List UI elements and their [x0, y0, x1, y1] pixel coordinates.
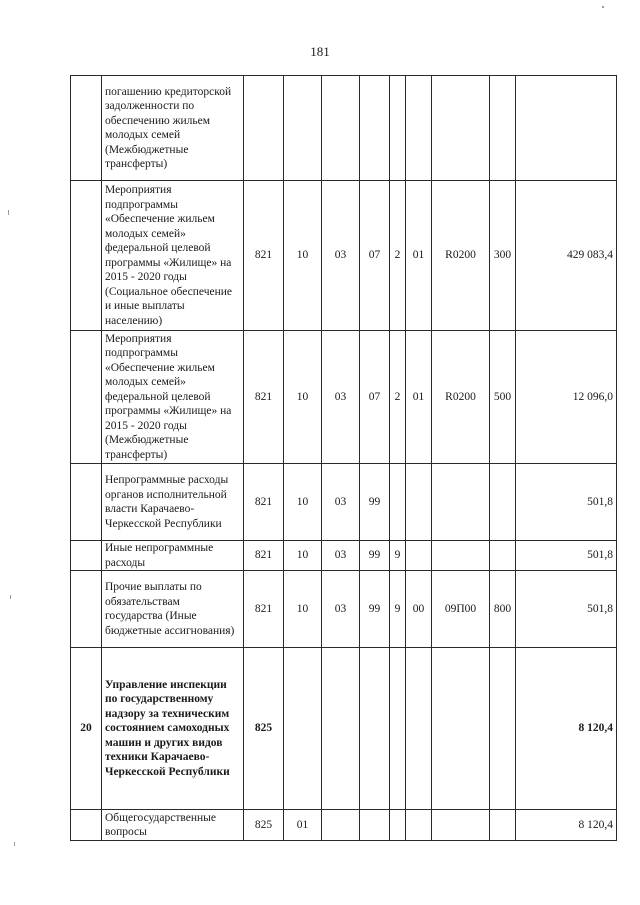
- scan-speck: [14, 842, 15, 846]
- subprogram-code-cell: [390, 648, 406, 810]
- subsection-code-cell: [322, 76, 360, 181]
- row-number-cell: [71, 810, 102, 841]
- table-row: [71, 810, 617, 841]
- table-row: [71, 76, 617, 181]
- table-row: [71, 571, 617, 648]
- program-code-cell: [360, 810, 390, 841]
- ministry-code-cell: 821: [244, 571, 284, 648]
- row-number-cell: [71, 541, 102, 571]
- row-number-cell: [71, 464, 102, 541]
- ministry-code-cell: 825: [244, 810, 284, 841]
- budget-table: [70, 75, 617, 841]
- program-code-cell: 99: [360, 571, 390, 648]
- expense-name-cell: Общегосударственные вопросы: [102, 810, 244, 841]
- subprogram-code-cell: 2: [390, 331, 406, 464]
- ministry-code-cell: 825: [244, 648, 284, 810]
- section-code-cell: [284, 76, 322, 181]
- program-code-cell: [360, 648, 390, 810]
- subsection-code-cell: 03: [322, 181, 360, 331]
- program-code-cell: [360, 76, 390, 181]
- direction-code-cell: [432, 648, 490, 810]
- expense-name-cell: Иные непрограммные расходы: [102, 541, 244, 571]
- event-code-cell: [406, 76, 432, 181]
- program-code-cell: 07: [360, 181, 390, 331]
- ministry-code-cell: 821: [244, 181, 284, 331]
- event-code-cell: 01: [406, 331, 432, 464]
- event-code-cell: [406, 648, 432, 810]
- expense-type-code-cell: [490, 541, 516, 571]
- program-code-cell: 99: [360, 541, 390, 571]
- direction-code-cell: [432, 541, 490, 571]
- amount-cell: 501,8: [516, 464, 617, 541]
- ministry-code-cell: [244, 76, 284, 181]
- page-number: 181: [310, 44, 330, 59]
- subprogram-code-cell: 9: [390, 541, 406, 571]
- subsection-code-cell: [322, 648, 360, 810]
- event-code-cell: 00: [406, 571, 432, 648]
- row-number-cell: [71, 331, 102, 464]
- section-code-cell: 01: [284, 810, 322, 841]
- table-row: [71, 648, 617, 810]
- direction-code-cell: R0200: [432, 331, 490, 464]
- expense-type-code-cell: 300: [490, 181, 516, 331]
- table-row: [71, 541, 617, 571]
- table-row: [71, 331, 617, 464]
- direction-code-cell: [432, 464, 490, 541]
- section-code-cell: [284, 648, 322, 810]
- ministry-code-cell: 821: [244, 541, 284, 571]
- expense-type-code-cell: 500: [490, 331, 516, 464]
- event-code-cell: 01: [406, 181, 432, 331]
- ministry-code-cell: 821: [244, 464, 284, 541]
- ministry-code-cell: 821: [244, 331, 284, 464]
- expense-name-cell: погашению кредиторской задолженности по обеспечению жильем молодых семей (Межбюджетные трансферты): [102, 76, 244, 181]
- section-code-cell: 10: [284, 331, 322, 464]
- expense-type-code-cell: [490, 810, 516, 841]
- budget-table-body: [71, 76, 617, 841]
- amount-cell: 12 096,0: [516, 331, 617, 464]
- expense-type-code-cell: [490, 76, 516, 181]
- table-row: [71, 181, 617, 331]
- table-row: [71, 464, 617, 541]
- expense-type-code-cell: [490, 648, 516, 810]
- subprogram-code-cell: [390, 76, 406, 181]
- amount-cell: 501,8: [516, 571, 617, 648]
- subsection-code-cell: 03: [322, 571, 360, 648]
- section-code-cell: 10: [284, 571, 322, 648]
- section-code-cell: 10: [284, 181, 322, 331]
- subprogram-code-cell: 9: [390, 571, 406, 648]
- subsection-code-cell: 03: [322, 541, 360, 571]
- subprogram-code-cell: 2: [390, 181, 406, 331]
- amount-cell: 8 120,4: [516, 810, 617, 841]
- amount-cell: 501,8: [516, 541, 617, 571]
- row-number-cell: [71, 181, 102, 331]
- expense-name-cell: Мероприятия подпрограммы «Обеспечение жильем молодых семей» федеральной целевой программы «Жилище» на 2015 - 2020 годы (Социальное обеспечение и иные выплаты населению): [102, 181, 244, 331]
- subsection-code-cell: 03: [322, 331, 360, 464]
- row-number-cell: [71, 571, 102, 648]
- event-code-cell: [406, 464, 432, 541]
- expense-name-cell: Управление инспекции по государственному надзору за техническим состоянием самоходных машин и других видов техники Карачаево-Черкесской Республики: [102, 648, 244, 810]
- program-code-cell: 99: [360, 464, 390, 541]
- subprogram-code-cell: [390, 810, 406, 841]
- direction-code-cell: [432, 76, 490, 181]
- expense-type-code-cell: 800: [490, 571, 516, 648]
- direction-code-cell: R0200: [432, 181, 490, 331]
- subsection-code-cell: 03: [322, 464, 360, 541]
- amount-cell: [516, 76, 617, 181]
- expense-type-code-cell: [490, 464, 516, 541]
- amount-cell: 8 120,4: [516, 648, 617, 810]
- section-code-cell: 10: [284, 541, 322, 571]
- scan-speck: [602, 6, 604, 8]
- expense-name-cell: Непрограммные расходы органов исполнительной власти Карачаево-Черкесской Республики: [102, 464, 244, 541]
- event-code-cell: [406, 810, 432, 841]
- subprogram-code-cell: [390, 464, 406, 541]
- event-code-cell: [406, 541, 432, 571]
- row-number-cell: 20: [71, 648, 102, 810]
- scan-speck: [10, 595, 11, 599]
- scan-speck: [8, 210, 9, 215]
- subsection-code-cell: [322, 810, 360, 841]
- expense-name-cell: Мероприятия подпрограммы «Обеспечение жильем молодых семей» федеральной целевой программы «Жилище» на 2015 - 2020 годы (Межбюджетные трансферты): [102, 331, 244, 464]
- direction-code-cell: [432, 810, 490, 841]
- section-code-cell: 10: [284, 464, 322, 541]
- expense-name-cell: Прочие выплаты по обязательствам государства (Иные бюджетные ассигнования): [102, 571, 244, 648]
- program-code-cell: 07: [360, 331, 390, 464]
- direction-code-cell: 09П00: [432, 571, 490, 648]
- row-number-cell: [71, 76, 102, 181]
- amount-cell: 429 083,4: [516, 181, 617, 331]
